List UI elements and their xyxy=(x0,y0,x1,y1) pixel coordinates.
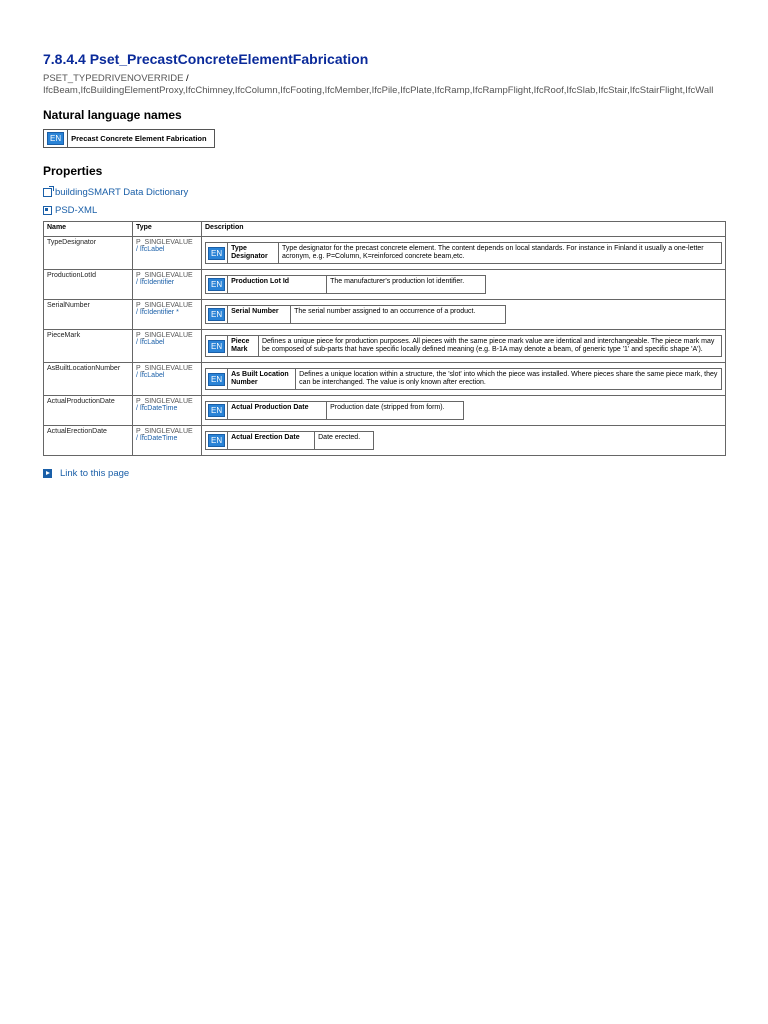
description-lang-table xyxy=(205,242,722,264)
property-kind: P_SINGLEVALUE xyxy=(136,302,193,309)
lang-cell xyxy=(206,276,228,294)
property-kind: P_SINGLEVALUE xyxy=(136,398,193,405)
property-description xyxy=(202,300,726,330)
description-lang-table xyxy=(205,401,464,420)
en-flag-icon: EN xyxy=(208,278,225,291)
psd-xml-link[interactable] xyxy=(43,205,768,216)
property-type xyxy=(133,363,202,396)
document-page xyxy=(0,0,768,479)
properties-heading: Properties xyxy=(43,164,103,178)
bsdd-link[interactable] xyxy=(43,187,768,198)
property-kind: P_SINGLEVALUE xyxy=(136,239,193,246)
en-flag-icon: EN xyxy=(208,247,225,260)
property-description xyxy=(202,270,726,300)
property-type xyxy=(133,426,202,456)
lang-cell xyxy=(206,306,228,324)
natural-name: Precast Concrete Element Fabrication xyxy=(68,130,215,148)
property-name: ProductionLotId xyxy=(44,270,133,300)
description-lang-table xyxy=(205,368,722,390)
property-type xyxy=(133,396,202,426)
property-datatype-link[interactable]: / IfcLabel xyxy=(136,372,165,379)
table-row xyxy=(44,396,726,426)
xml-document-icon xyxy=(43,206,52,215)
property-label: Actual Erection Date xyxy=(228,432,315,450)
en-flag-icon: EN xyxy=(208,308,225,321)
property-type xyxy=(133,270,202,300)
header-description: Description xyxy=(202,222,726,237)
link-to-page-label: Link to this page xyxy=(60,468,130,479)
page-title: 7.8.4.4 Pset_PrecastConcreteElementFabrication xyxy=(43,51,369,67)
lang-cell xyxy=(206,432,228,450)
property-definition: Production date (stripped from form). xyxy=(327,402,464,420)
property-label: Production Lot Id xyxy=(228,276,327,294)
property-name: ActualErectionDate xyxy=(44,426,133,456)
property-description xyxy=(202,396,726,426)
description-lang-table xyxy=(205,335,722,357)
property-datatype-link[interactable]: / IfcDateTime xyxy=(136,405,178,412)
property-label: Type Designator xyxy=(228,243,279,264)
lang-cell xyxy=(206,336,228,357)
property-definition: Date erected. xyxy=(315,432,374,450)
property-name: ActualProductionDate xyxy=(44,396,133,426)
property-type xyxy=(133,330,202,363)
table-row xyxy=(44,270,726,300)
property-label: As Built Location Number xyxy=(228,369,296,390)
natural-names-heading: Natural language names xyxy=(43,108,182,122)
property-label: Actual Production Date xyxy=(228,402,327,420)
override-separator: / xyxy=(183,73,189,84)
external-link-icon xyxy=(43,188,52,197)
property-name: TypeDesignator xyxy=(44,237,133,270)
property-kind: P_SINGLEVALUE xyxy=(136,365,193,372)
table-row xyxy=(44,330,726,363)
en-flag-icon: EN xyxy=(208,404,225,417)
link-arrow-icon xyxy=(43,469,52,478)
natural-names-table xyxy=(43,129,215,148)
table-row xyxy=(44,237,726,270)
property-kind: P_SINGLEVALUE xyxy=(136,428,193,435)
en-flag-icon: EN xyxy=(208,434,225,447)
header-name: Name xyxy=(44,222,133,237)
property-definition: The manufacturer's production lot identifier. xyxy=(327,276,486,294)
table-row xyxy=(44,426,726,456)
property-description xyxy=(202,426,726,456)
table-row xyxy=(44,363,726,396)
property-description xyxy=(202,237,726,270)
en-flag-icon: EN xyxy=(208,373,225,386)
property-definition: The serial number assigned to an occurrence of a product. xyxy=(291,306,506,324)
property-description xyxy=(202,330,726,363)
link-to-page[interactable] xyxy=(43,468,768,479)
property-label: Piece Mark xyxy=(228,336,259,357)
properties-table xyxy=(43,221,726,456)
property-kind: P_SINGLEVALUE xyxy=(136,332,193,339)
override-label: PSET_TYPEDRIVENOVERRIDE xyxy=(43,73,184,84)
property-datatype-link[interactable]: / IfcIdentifier xyxy=(136,279,175,286)
property-name: PieceMark xyxy=(44,330,133,363)
property-datatype-link[interactable]: / IfcLabel xyxy=(136,339,165,346)
psd-xml-link-label: PSD-XML xyxy=(55,205,98,216)
description-lang-table xyxy=(205,431,374,450)
type-driven-override xyxy=(43,73,733,97)
en-flag-icon: EN xyxy=(47,132,64,145)
property-type xyxy=(133,300,202,330)
property-definition: Defines a unique location within a structure, the 'slot' into which the piece was installed. Where pieces share the same piece mark, they can be interchanged. The value is only known after erection. xyxy=(296,369,722,390)
header-type: Type xyxy=(133,222,202,237)
applicable-entities: IfcBeam,IfcBuildingElementProxy,IfcChimney,IfcColumn,IfcFooting,IfcMember,IfcPile,IfcPlate,IfcRamp,IfcRampFlight,IfcRoof,IfcSlab,IfcStair,IfcStairFlight,IfcWall xyxy=(43,85,714,96)
lang-cell xyxy=(206,402,228,420)
property-name: SerialNumber xyxy=(44,300,133,330)
property-datatype-link[interactable]: / IfcIdentifier * xyxy=(136,309,179,316)
table-row xyxy=(44,300,726,330)
lang-cell xyxy=(206,369,228,390)
description-lang-table xyxy=(205,305,506,324)
lang-cell xyxy=(206,243,228,264)
bsdd-link-label: buildingSMART Data Dictionary xyxy=(55,187,189,198)
property-description xyxy=(202,363,726,396)
property-datatype-link[interactable]: / IfcLabel xyxy=(136,246,165,253)
property-definition: Type designator for the precast concrete element. The content depends on local standards. For instance in Finland it usually a one-letter acronym, e.g. P=Column, K=reinforced concrete beam,etc. xyxy=(278,243,721,264)
property-label: Serial Number xyxy=(228,306,291,324)
en-flag-icon: EN xyxy=(208,340,225,353)
description-lang-table xyxy=(205,275,486,294)
property-datatype-link[interactable]: / IfcDateTime xyxy=(136,435,178,442)
property-type xyxy=(133,237,202,270)
property-definition: Defines a unique piece for production purposes. All pieces with the same piece mark value are identical and interchangeable. The piece mark may be composed of sub-parts that have specific locally defined meaning (e.g. B-1A may denote a beam, of generic type '1' and specific shape 'A'). xyxy=(258,336,721,357)
lang-cell xyxy=(44,130,68,148)
property-kind: P_SINGLEVALUE xyxy=(136,272,193,279)
property-name: AsBuiltLocationNumber xyxy=(44,363,133,396)
